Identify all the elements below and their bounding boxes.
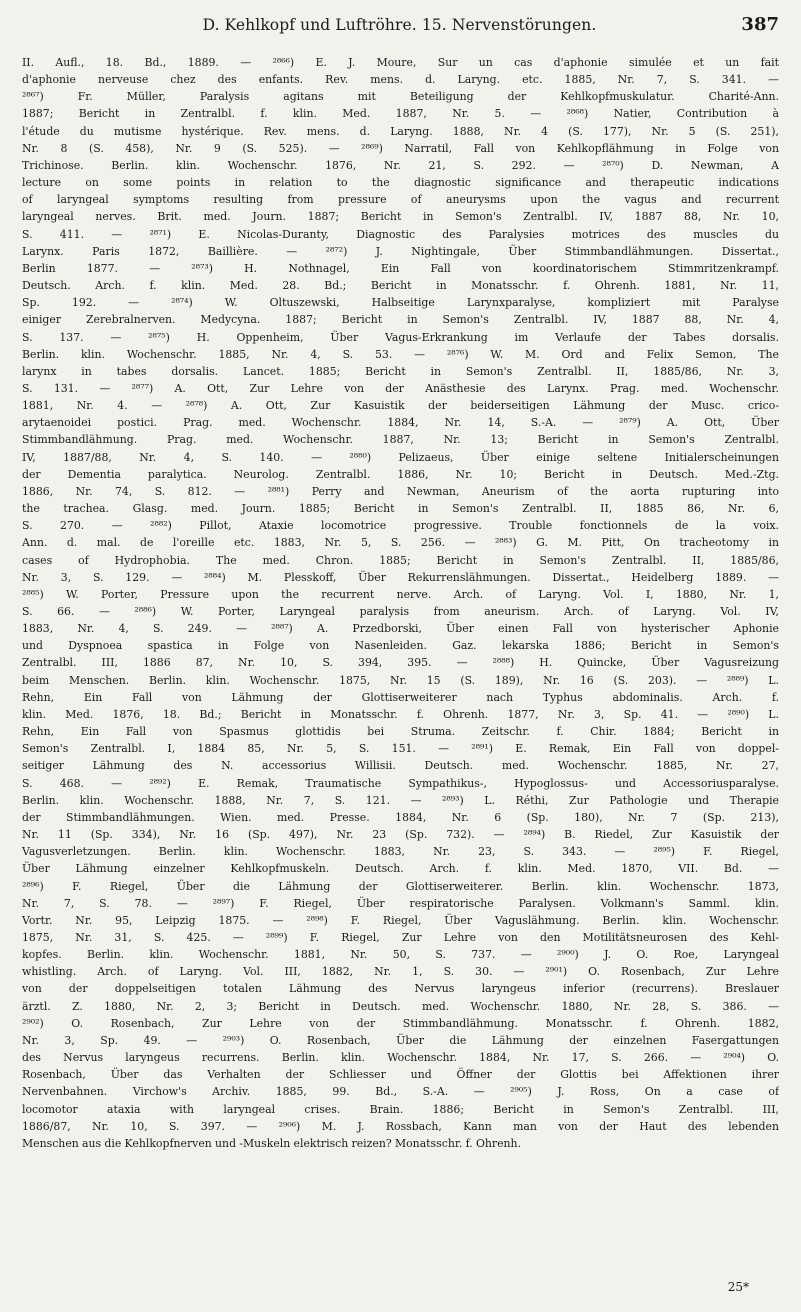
text-line: arytaenoidei postici. Prag. med. Wochenschr. 1884, Nr. 14, S.-A. — ²⁸⁷⁹) A. Ott, Über: [22, 416, 779, 430]
text-line: der Dementia paralytica. Neurolog. Zentralbl. 1886, Nr. 10; Bericht in Deutsch. Med.-Ztg.: [22, 467, 779, 481]
text-line: S. 131. — ²⁸⁷⁷) A. Ott, Zur Lehre von der Anästhesie des Larynx. Prag. med. Wochenschr.: [22, 381, 779, 395]
running-title: D. Kehlkopf und Luftröhre. 15. Nervenstörungen.: [202, 16, 597, 34]
text-line: S. 137. — ²⁸⁷⁵) H. Oppenheim, Über Vagus-Erkrankung im Verlaufe der Tabes dorsalis.: [22, 330, 779, 344]
text-line: Trichinose. Berlin. klin. Wochenschr. 1876, Nr. 21, S. 292. — ²⁸⁷⁰) D. Newman, A: [22, 158, 779, 172]
page-number: 387: [741, 14, 779, 35]
text-line: Ann. d. mal. de l'oreille etc. 1883, Nr. 5, S. 256. — ²⁸⁸³) G. M. Pitt, On tracheotomy in: [22, 536, 779, 550]
text-line: IV, 1887/88, Nr. 4, S. 140. — ²⁸⁸⁰) Pelizaeus, Über einige seltene Initialerscheinungen: [22, 450, 779, 464]
text-line: the trachea. Glasg. med. Journ. 1885; Bericht in Semon's Zentralbl. II, 1885 86, Nr. 6,: [22, 502, 779, 516]
text-line: Rehn, Ein Fall von Lähmung der Glottiserweiterer nach Typhus abdominalis. Arch. f.: [22, 690, 779, 704]
text-line: seitiger Lähmung des N. accessorius Willisii. Deutsch. med. Wochenschr. 1885, Nr. 27,: [22, 759, 779, 773]
text-line: Vortr. Nr. 95, Leipzig 1875. — ²⁸⁹⁸) F. Riegel, Über Vaguslähmung. Berlin. klin. Wochenschr.: [22, 913, 779, 927]
text-line: S. 66. — ²⁸⁸⁶) W. Porter, Laryngeal paralysis from aneurism. Arch. of Laryng. Vol. IV,: [22, 605, 779, 618]
text-line: 1875, Nr. 31, S. 425. — ²⁸⁹⁹) F. Riegel, Zur Lehre von den Motilitätsneurosen des Kehl-: [22, 930, 779, 944]
text-line: S. 270. — ²⁸⁸²) Pillot, Ataxie locomotrice progressive. Trouble fonctionnels de la voix.: [22, 519, 779, 533]
text-line: 1886, Nr. 74, S. 812. — ²⁸⁸¹) Perry and Newman, Aneurism of the aorta rupturing into: [22, 484, 779, 498]
text-line: von der doppelseitigen totalen Lähmung des Nervus laryngeus inferior (recurrens). Breslauer: [22, 982, 779, 996]
text-line: l'étude du mutisme hystérique. Rev. mens. d. Laryng. 1888, Nr. 4 (S. 177), Nr. 5 (S. 251),: [22, 124, 779, 138]
text-line: und Dyspnoea spastica in Folge von Nasenleiden. Gaz. lekarska 1886; Bericht in Semon's: [22, 639, 779, 653]
text-line: Menschen aus die Kehlkopfnerven und -Muskeln elektrisch reizen? Monatsschr. f. Ohrenh.: [22, 1136, 522, 1150]
text-line: 1886/87, Nr. 10, S. 397. — ²⁹⁰⁶) M. J. Rossbach, Kann man von der Haut des lebenden: [22, 1119, 779, 1133]
text-line: ²⁹⁰²) O. Rosenbach, Zur Lehre von der Stimmbandlähmung. Monatsschr. f. Ohrenh. 1882,: [22, 1016, 779, 1030]
text-line: Nr. 8 (S. 458), Nr. 9 (S. 525). — ²⁸⁶⁹) Narratil, Fall von Kehlkopflähmung in Folge von: [22, 141, 779, 155]
text-line: Rehn, Ein Fall von Spasmus glottidis bei Struma. Zeitschr. f. Chir. 1884; Bericht in: [22, 725, 779, 739]
sheet-signature: 25*: [727, 1280, 749, 1294]
text-line: Semon's Zentralbl. I, 1884 85, Nr. 5, S. 151. — ²⁸⁹¹) E. Remak, Ein Fall von doppel-: [22, 742, 779, 756]
text-line: Deutsch. Arch. f. klin. Med. 28. Bd.; Bericht in Monatsschr. f. Ohrenh. 1881, Nr. 11,: [22, 279, 779, 293]
text-line: Rosenbach, Über das Verhalten der Schliesser und Öffner der Glottis bei Affektionen ihrer: [22, 1068, 779, 1082]
text-line: ²⁸⁸⁵) W. Porter, Pressure upon the recurrent nerve. Arch. of Laryng. Vol. I, 1880, Nr. 1,: [22, 587, 779, 601]
text-line: Berlin. klin. Wochenschr. 1888, Nr. 7, S. 121. — ²⁸⁹³) L. Réthi, Zur Pathologie und Therapie: [22, 793, 779, 807]
text-line: S. 468. — ²⁸⁹²) E. Remak, Traumatische Sympathikus-, Hypoglossus- und Accessoriusparalyse.: [22, 776, 779, 790]
text-line: d'aphonie nerveuse chez des enfants. Rev. mens. d. Laryng. etc. 1885, Nr. 7, S. 341. —: [22, 73, 779, 87]
text-line: ärztl. Z. 1880, Nr. 2, 3; Bericht in Deutsch. med. Wochenschr. 1880, Nr. 28, S. 386. —: [22, 999, 779, 1013]
text-line: Nr. 3, S. 129. — ²⁸⁸⁴) M. Plesskoff, Über Rekurrenslähmungen. Dissertat., Heidelberg 1889. —: [22, 570, 779, 584]
text-line: Larynx. Paris 1872, Baillière. — ²⁸⁷²) J. Nightingale, Über Stimmbandlähmungen. Dissertat.,: [22, 244, 779, 258]
text-line: Sp. 192. — ²⁸⁷⁴) W. Oltuszewski, Halbseitige Larynxparalyse, kompliziert mit Paralyse: [22, 296, 779, 310]
text-line: Nr. 11 (Sp. 334), Nr. 16 (Sp. 497), Nr. 23 (Sp. 732). — ²⁸⁹⁴) B. Riedel, Zur Kasuistik der: [22, 828, 779, 842]
text-line: of laryngeal symptoms resulting from pressure of aneurysms upon the vagus and recurrent: [22, 193, 779, 207]
text-line: cases of Hydrophobia. The med. Chron. 1885; Bericht in Semon's Zentralbl. II, 1885/86,: [22, 553, 779, 567]
text-line: lecture on some points in relation to the diagnostic significance and therapeutic indications: [22, 176, 779, 190]
text-line: beim Menschen. Berlin. klin. Wochenschr. 1875, Nr. 15 (S. 189), Nr. 16 (S. 203). — ²⁸⁸⁹) L.: [22, 673, 779, 687]
text-line: kopfes. Berlin. klin. Wochenschr. 1881, Nr. 50, S. 737. — ²⁹⁰⁰) J. O. Roe, Laryngeal: [22, 948, 779, 962]
text-line: ²⁸⁶⁷) Fr. Müller, Paralysis agitans mit Beteiligung der Kehlkopfmuskulatur. Charité-Ann.: [22, 90, 779, 104]
text-line: laryngeal nerves. Brit. med. Journ. 1887; Bericht in Semon's Zentralbl. IV, 1887 88, Nr. 10,: [22, 210, 779, 224]
text-line: 1887; Bericht in Zentralbl. f. klin. Med. 1887, Nr. 5. — ²⁸⁶⁸) Natier, Contribution à: [22, 107, 779, 121]
text-line: II. Aufl., 18. Bd., 1889. — ²⁸⁶⁶) E. J. Moure, Sur un cas d'aphonie simulée et un fait: [22, 56, 779, 69]
text-line: klin. Med. 1876, 18. Bd.; Bericht in Monatsschr. f. Ohrenh. 1877, Nr. 3, Sp. 41. — ²⁸⁹⁰) L.: [22, 707, 779, 721]
text-line: Berlin 1877. — ²⁸⁷³) H. Nothnagel, Ein Fall von koordinatorischem Stimmritzenkrampf.: [22, 261, 779, 275]
text-line: Stimmbandlähmung. Prag. med. Wochenschr. 1887, Nr. 13; Bericht in Semon's Zentralbl.: [22, 433, 779, 447]
text-line: Vagusverletzungen. Berlin. klin. Wochenschr. 1883, Nr. 23, S. 343. — ²⁸⁹⁵) F. Riegel,: [22, 845, 779, 859]
text-line: einiger Zerebralnerven. Medycyna. 1887; Bericht in Semon's Zentralbl. IV, 1887 88, Nr. 4,: [22, 313, 779, 327]
text-line: locomotor ataxia with laryngeal crises. Brain. 1886; Bericht in Semon's Zentralbl. III,: [22, 1102, 779, 1116]
text-line: whistling. Arch. of Laryng. Vol. III, 1882, Nr. 1, S. 30. — ²⁹⁰¹) O. Rosenbach, Zur Lehre: [22, 965, 779, 979]
bibliography-text: [22, 54, 779, 1152]
text-line: Nervenbahnen. Virchow's Archiv. 1885, 99. Bd., S.-A. — ²⁹⁰⁵) J. Ross, On a case of: [22, 1085, 779, 1099]
running-header: [22, 14, 779, 54]
text-line: 1881, Nr. 4. — ²⁸⁷⁸) A. Ott, Zur Kasuistik der beiderseitigen Lähmung der Musc. crico-: [22, 399, 779, 413]
text-line: S. 411. — ²⁸⁷¹) E. Nicolas-Duranty, Diagnostic des Paralysies motrices des muscles du: [22, 227, 779, 241]
text-line: ²⁸⁹⁶) F. Riegel, Über die Lähmung der Glottiserweiterer. Berlin. klin. Wochenschr. 1873,: [22, 879, 779, 893]
text-line: larynx in tabes dorsalis. Lancet. 1885; Bericht in Semon's Zentralbl. II, 1885/86, Nr. 3,: [22, 364, 779, 378]
text-line: Über Lähmung einzelner Kehlkopfmuskeln. Deutsch. Arch. f. klin. Med. 1870, VII. Bd. —: [22, 862, 779, 876]
text-line: Zentralbl. III, 1886 87, Nr. 10, S. 394, 395. — ²⁸⁸⁸) H. Quincke, Über Vagusreizung: [22, 656, 779, 670]
text-line: 1883, Nr. 4, S. 249. — ²⁸⁸⁷) A. Przedborski, Über einen Fall von hysterischer Aphonie: [22, 622, 779, 636]
text-line: der Stimmbandlähmungen. Wien. med. Presse. 1884, Nr. 6 (Sp. 180), Nr. 7 (Sp. 213),: [22, 810, 779, 824]
text-line: Nr. 7, S. 78. — ²⁸⁹⁷) F. Riegel, Über respiratorische Paralysen. Volkmann's Samml. klin.: [22, 896, 779, 910]
text-line: Berlin. klin. Wochenschr. 1885, Nr. 4, S. 53. — ²⁸⁷⁶) W. M. Ord and Felix Semon, The: [22, 347, 779, 361]
text-line: Nr. 3, Sp. 49. — ²⁹⁰³) O. Rosenbach, Über die Lähmung der einzelnen Fasergattungen: [22, 1033, 779, 1047]
text-line: des Nervus laryngeus recurrens. Berlin. klin. Wochenschr. 1884, Nr. 17, S. 266. — ²⁹⁰⁴) O.: [22, 1051, 779, 1065]
